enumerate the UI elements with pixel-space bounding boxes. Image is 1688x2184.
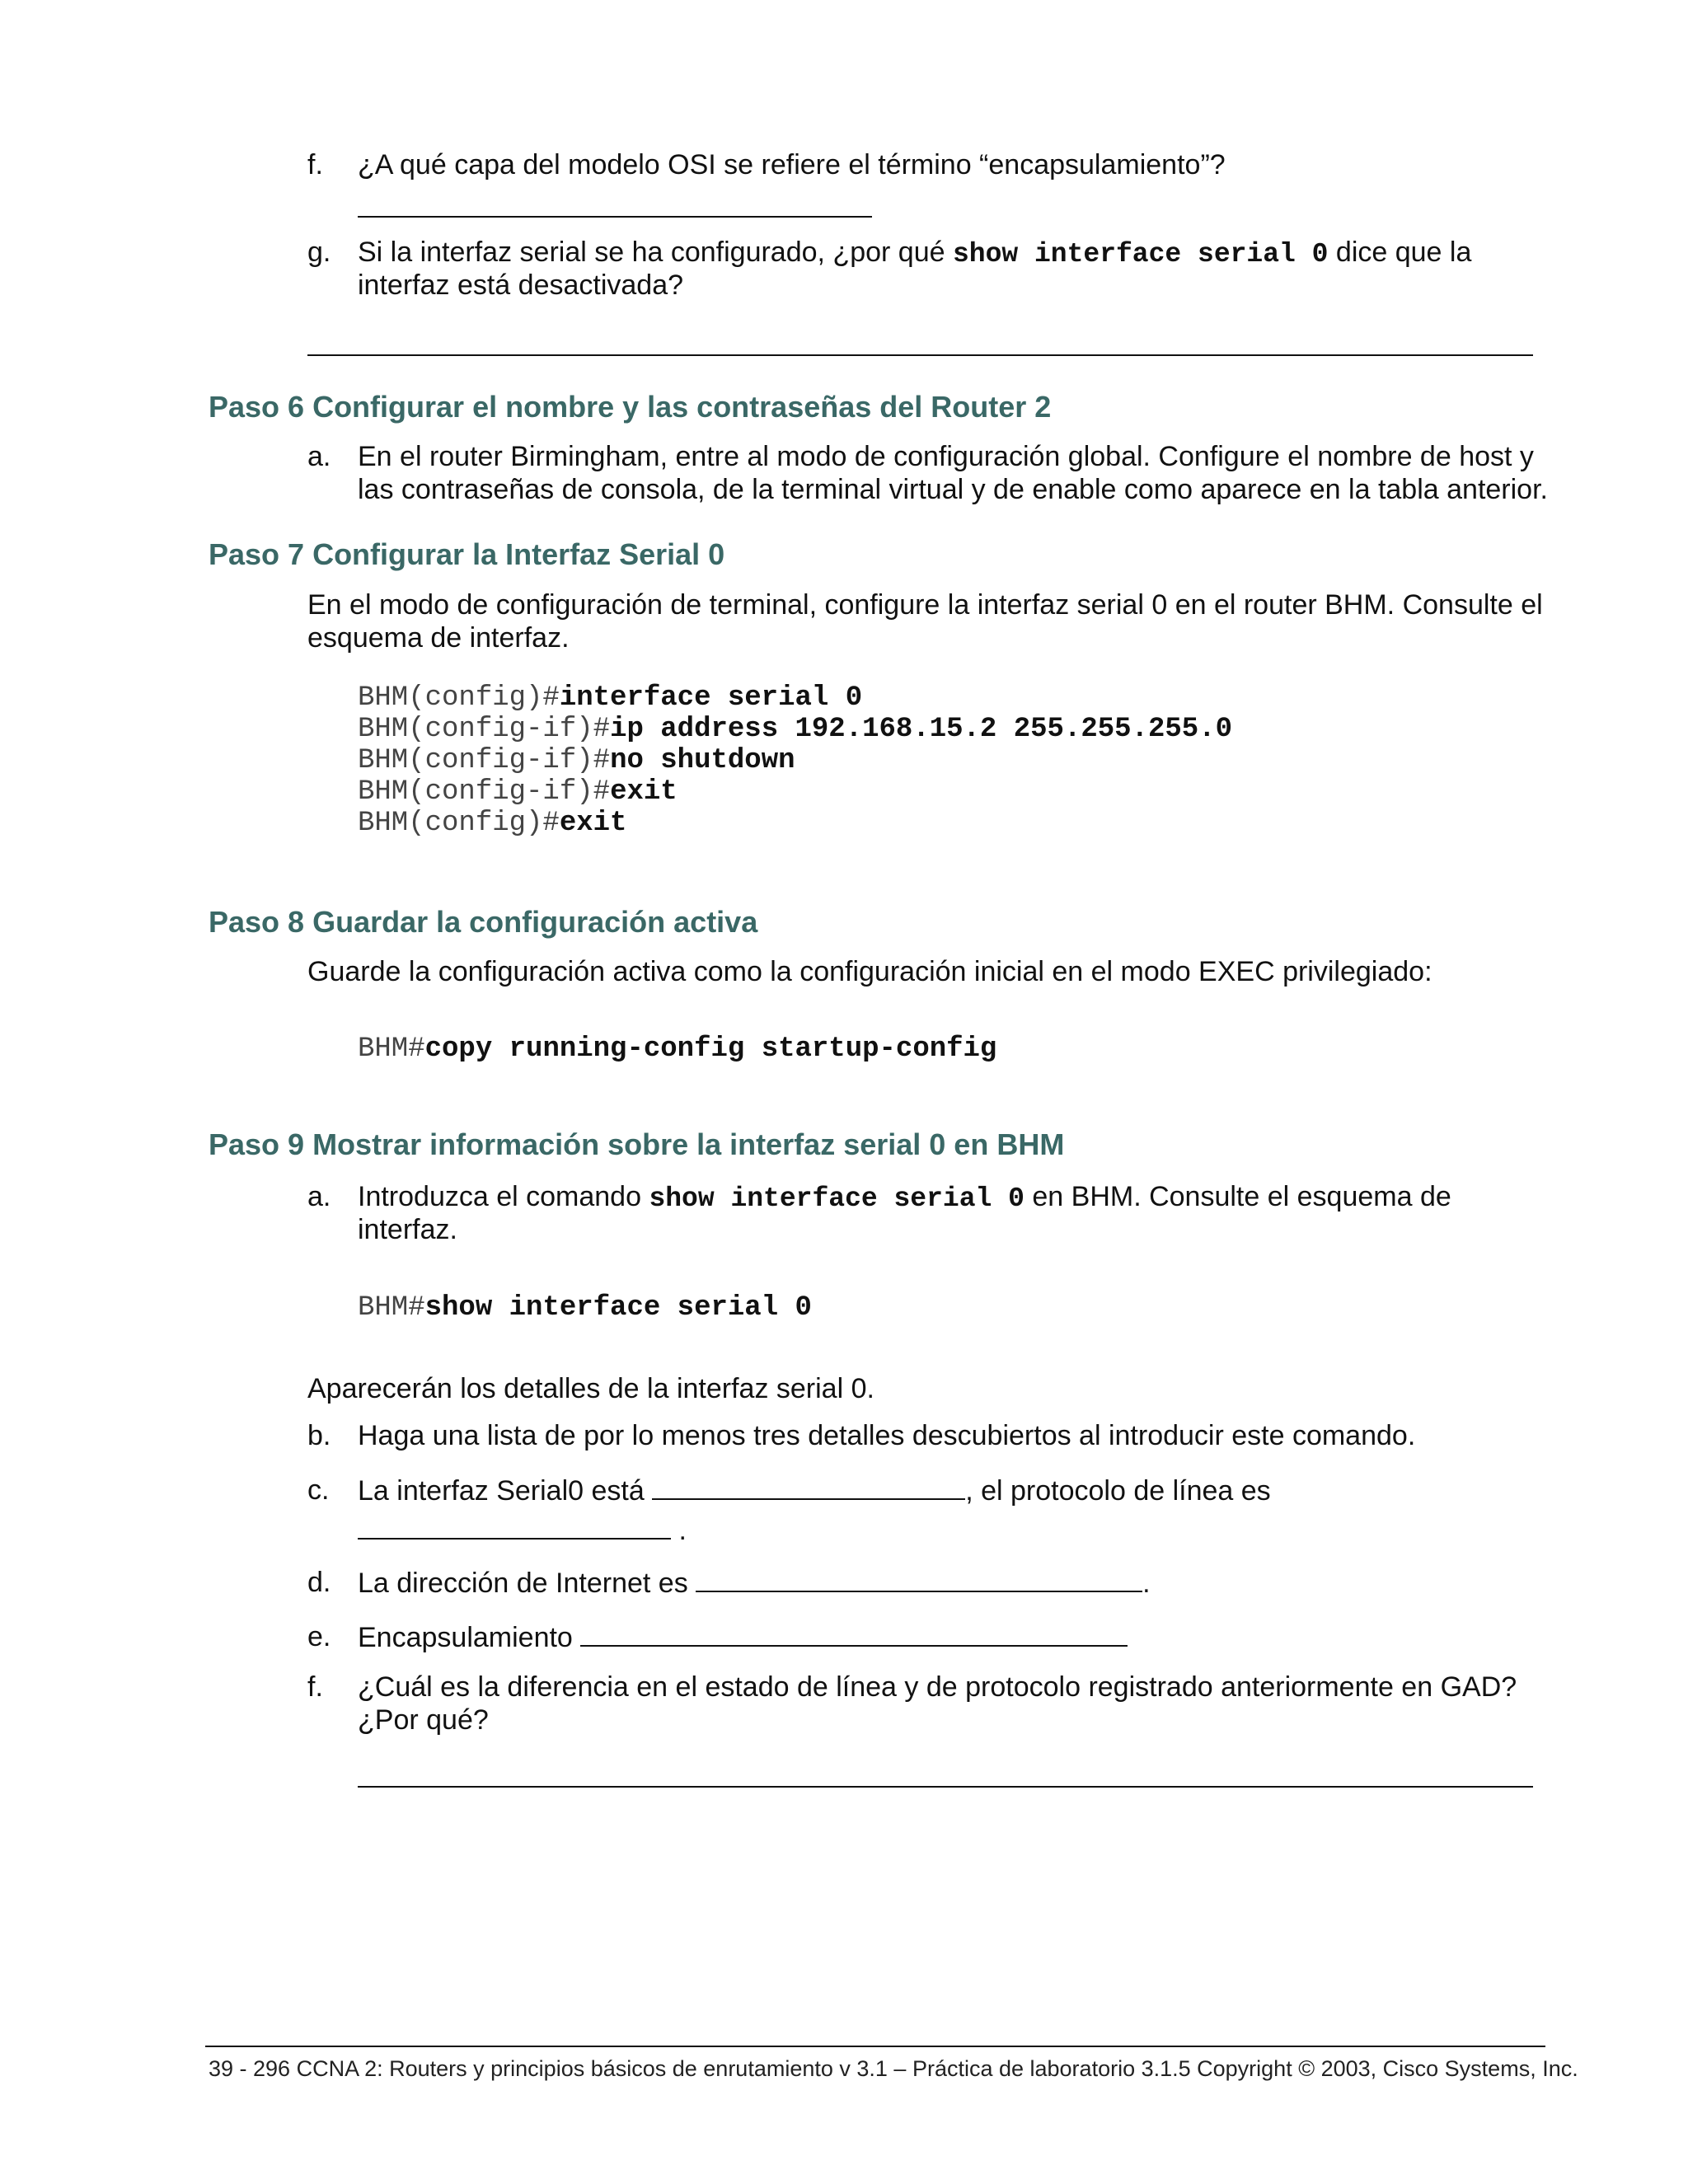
answer-blank [580,1620,1128,1647]
code-command: exit [610,776,678,808]
code-command: copy running-config startup-config [424,1033,997,1065]
code-command: interface serial 0 [559,682,863,714]
code-prompt: BHM# [358,1292,425,1324]
code-line [358,1033,996,1065]
answer-blank [696,1566,1142,1592]
question-text-part: , el protocolo de línea es [965,1475,1271,1507]
page-footer: 39 - 296 CCNA 2: Routers y principios básicos de enrutamiento v 3.1 – Práctica de laboratorio 3.1.5 Copyright © 2003, Cisco Systems, Inc. [209,2056,1578,2081]
question-text: ¿A qué capa del modelo OSI se refiere el término “encapsulamiento”? [358,149,1226,180]
question-text [358,236,1471,271]
question-text-part: Si la interfaz serial se ha configurado, ¿por qué [358,237,945,268]
answer-line [358,216,872,218]
question-text [358,1474,1271,1507]
item-marker: f. [307,1671,323,1703]
instruction-text-part: en BHM. Consulte el esquema de [1032,1181,1451,1212]
instruction-line: En el modo de configuración de terminal, configure la interfaz serial 0 en el router BHM. Consulte el [307,589,1543,621]
item-marker: d. [307,1567,331,1598]
step-heading: Paso 8 Guardar la configuración activa [209,905,758,939]
code-prompt: BHM# [358,1033,425,1065]
question-text-part: dice que la [1335,237,1472,268]
item-marker: e. [307,1621,331,1652]
footer-rule [205,2046,1545,2047]
code-prompt: BHM(config-if)# [358,745,611,776]
question-text-part: . [1142,1568,1151,1599]
instruction-line: Guarde la configuración activa como la configuración inicial en el modo EXEC privilegiado: [307,956,1432,987]
question-text: ¿Cuál es la diferencia en el estado de línea y de protocolo registrado anteriormente en GAD? [358,1671,1517,1703]
item-marker: b. [307,1420,331,1451]
item-marker: c. [307,1474,330,1506]
instruction-line: esquema de interfaz. [307,622,570,654]
question-text-line2 [358,1513,687,1547]
code-line [358,745,1232,776]
code-prompt: BHM(config)# [358,808,560,839]
instruction-line: En el router Birmingham, entre al modo de configuración global. Configure el nombre de host y [358,441,1534,472]
question-text-part: La dirección de Internet es [358,1568,688,1599]
step-heading: Paso 6 Configurar el nombre y las contraseñas del Router 2 [209,390,1052,424]
instruction-line: interfaz. [358,1214,457,1245]
code-line [358,776,1232,808]
question-text: Haga una lista de por lo menos tres detalles descubiertos al introducir este comando. [358,1420,1416,1451]
answer-blank [652,1474,965,1500]
item-marker: a. [307,441,331,472]
question-text [358,1620,1128,1654]
instruction-text-part: Introduzca el comando [358,1181,641,1212]
code-command: show interface serial 0 [424,1292,812,1324]
code-command: no shutdown [610,745,795,776]
question-text-part: La interfaz Serial0 está [358,1475,645,1507]
step-heading: Paso 7 Configurar la Interfaz Serial 0 [209,537,725,571]
question-text-line2: ¿Por qué? [358,1704,489,1736]
inline-command: show interface serial 0 [952,239,1329,269]
item-marker: a. [307,1181,331,1212]
code-line [358,682,1232,714]
code-command: ip address 192.168.15.2 255.255.255.0 [610,714,1232,745]
item-marker: g. [307,237,331,268]
instruction-line [358,1180,1451,1216]
question-text [358,1566,1151,1600]
code-command: exit [559,808,627,839]
code-block [358,682,1232,839]
code-line [358,714,1232,745]
question-text-part: Encapsulamiento [358,1622,573,1653]
answer-line [307,354,1533,356]
step-heading: Paso 9 Mostrar información sobre la interfaz serial 0 en BHM [209,1127,1065,1161]
code-line [358,1292,812,1324]
question-text-line2: interfaz está desactivada? [358,269,684,301]
instruction-line: Aparecerán los detalles de la interfaz serial 0. [307,1373,874,1404]
code-line [358,808,1232,839]
code-prompt: BHM(config-if)# [358,776,611,808]
instruction-line: las contraseñas de consola, de la terminal virtual y de enable como aparece en la tabla anterior. [358,474,1548,505]
code-prompt: BHM(config-if)# [358,714,611,745]
item-marker: f. [307,149,323,180]
inline-command: show interface serial 0 [649,1183,1025,1214]
code-prompt: BHM(config)# [358,682,560,714]
answer-line [358,1786,1533,1788]
answer-blank [358,1513,671,1540]
question-text-part: . [678,1515,687,1546]
